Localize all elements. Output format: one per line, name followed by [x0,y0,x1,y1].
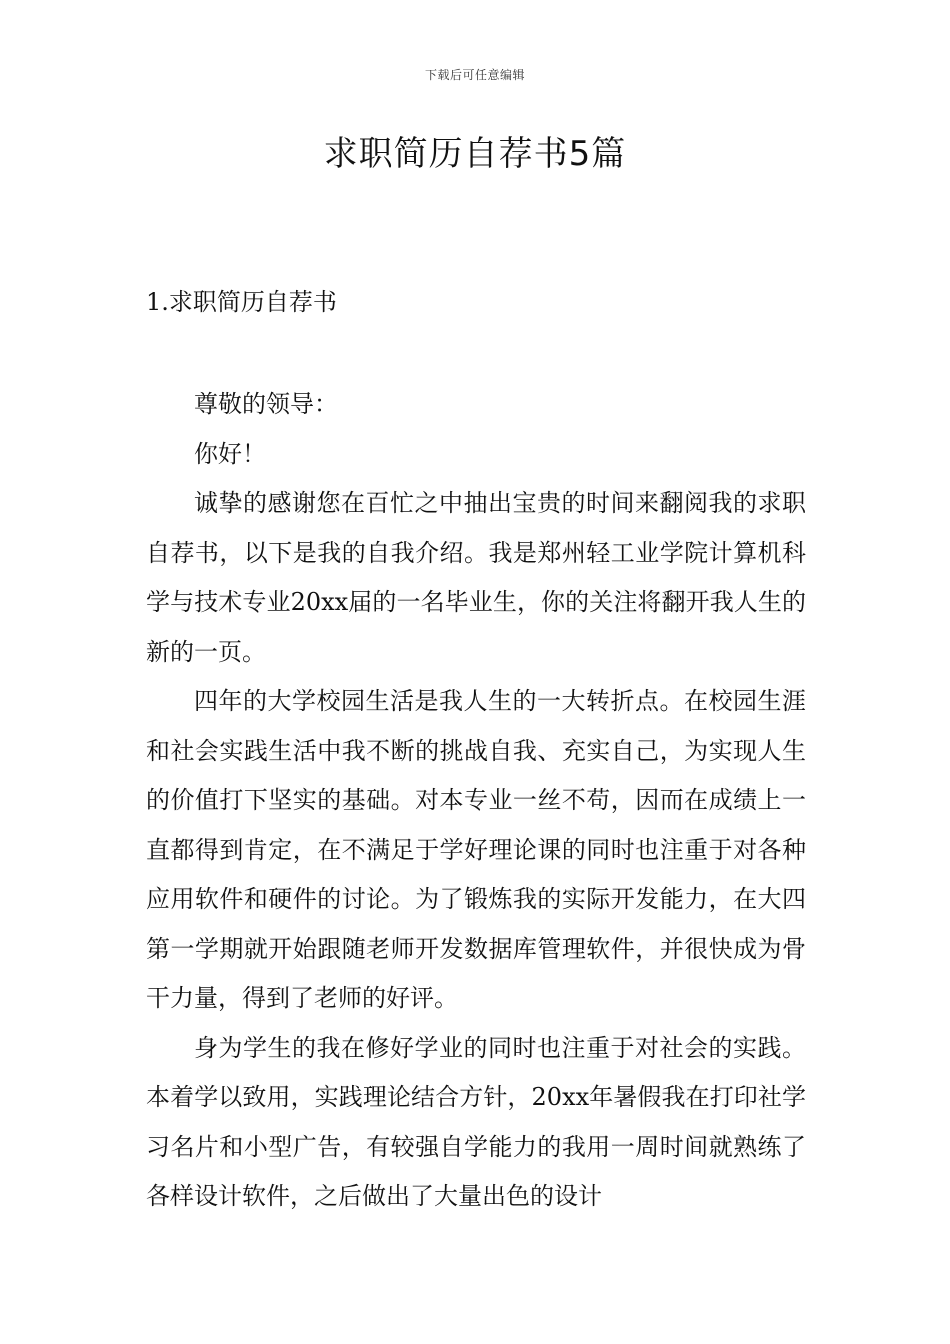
section-heading: 1.求职简历自荐书 [146,288,337,316]
paragraph-practice: 身为学生的我在修好学业的同时也注重于对社会的实践。本着学以致用，实践理论结合方针，20xx年暑假我在打印社学习名片和小型广告，有较强自学能力的我用一周时间就熟练了各样设计软件，之后做出了大量出色的设计 [146,1033,806,1210]
salutation: 尊敬的领导： [194,390,338,418]
greeting: 你好！ [194,439,266,468]
letter-body [146,380,806,1222]
paragraph-university: 四年的大学校园生活是我人生的一大转折点。在校园生涯和社会实践生活中我不断的挑战自我、充实自己，为实现人生的价值打下坚实的基础。对本专业一丝不苟，因而在成绩上一直都得到肯定，在不满足于学好理论课的同时也注重于对各种应用软件和硬件的讨论。为了锻炼我的实际开发能力，在大四第一学期就开始跟随老师开发数据库管理软件，并很快成为骨干力量，得到了老师的好评。 [146,687,806,1012]
paragraph-intro: 诚挚的感谢您在百忙之中抽出宝贵的时间来翻阅我的求职自荐书，以下是我的自我介绍。我是郑州轻工业学院计算机科学与技术专业20xx届的一名毕业生，你的关注将翻开我人生的新的一页。 [146,489,806,666]
header-note: 下载后可任意编辑 [424,68,525,82]
document-title: 求职简历自荐书5篇 [323,134,627,174]
